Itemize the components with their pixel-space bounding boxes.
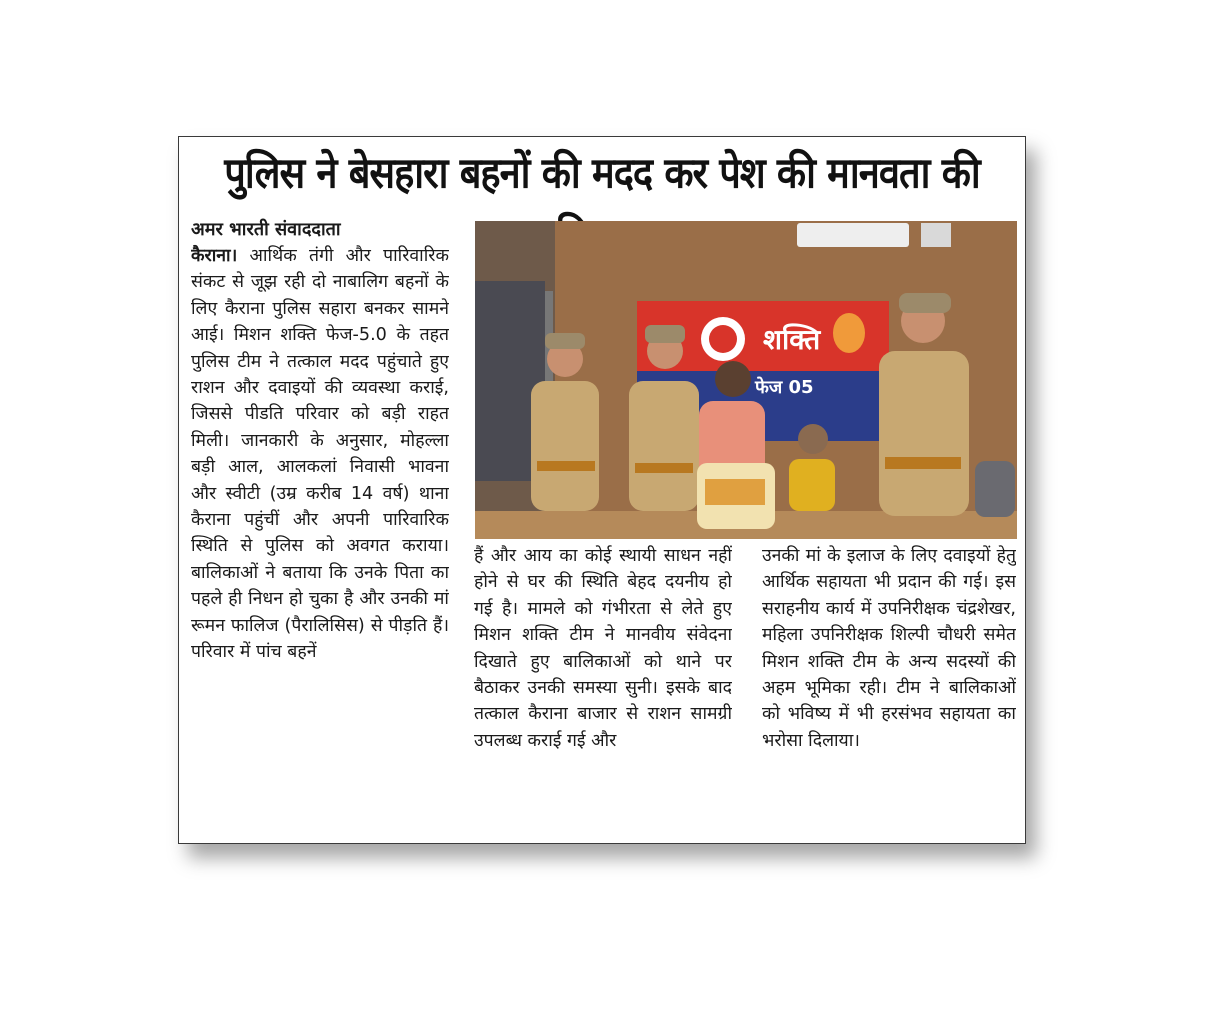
banner-title: शक्ति xyxy=(763,323,821,356)
newspaper-clipping xyxy=(178,136,1026,844)
article-column-1 xyxy=(191,217,449,837)
dateline: कैराना। xyxy=(191,246,238,266)
air-conditioner xyxy=(797,223,909,247)
banner-phase: फेज 05 xyxy=(755,377,814,398)
article-column-3 xyxy=(762,543,1016,837)
column-3-text: उनकी मां के इलाज के लिए दवाइयों हेतु आर्थिक सहायता भी प्रदान की गई। इस सराहनीय कार्य में उपनिरीक्षक चंद्रशेखर, महिला उपनिरीक्षक शिल्पी चौधरी समेत मिशन शक्ति टीम के अन्य सदस्यों की अहम भूमिका रही। टीम ने बालिकाओं को भविष्य में भी हरसंभव सहायता का भरोसा दिलाया। xyxy=(762,546,1016,751)
article-column-2 xyxy=(474,543,732,837)
news-photo xyxy=(475,221,1017,539)
chair xyxy=(975,461,1015,517)
column-2-text: हैं और आय का कोई स्थायी साधन नहीं होने से घर की स्थिति बेहद दयनीय हो गई है। मामले को गंभीरता से लेते हुए मिशन शक्ति टीम ने मानवीय संवेदना दिखाते हुए बालिकाओं को थाने पर बैठाकर उनकी समस्या सुनी। इसके बाद तत्काल कैराना बाजार से राशन सामग्री उपलब्ध कराई गई और xyxy=(474,546,732,751)
lead-text: आर्थिक तंगी और पारिवारिक संकट से जूझ रही दो नाबालिग बहनों के लिए कैराना पुलिस सहारा बनकर सामने आई। मिशन शक्ति फेज-5.0 के तहत पुलिस टीम ने तत्काल मदद पहुंचाते हुए राशन और दवाइयों की व्यवस्था कराई, जिससे पीडति परिवार को बड़ी राहत मिली। जानकारी के अनुसार, मोहल्ला बड़ी आल, आलकलां निवासी भावना और स्वीटी (उम्र करीब 14 वर्ष) थाना कैराना पहुंचीं और अपनी पारिवारिक स्थिति से पुलिस को अवगत कराया। बालिकाओं ने बताया कि उनके पिता का पहले ही निधन हो चुका है और उनकी मां रूमन फालिज (पैरालिसिस) से पीड़ति हैं। परिवार में पांच बहनें xyxy=(191,246,449,663)
lead-paragraph xyxy=(191,243,449,666)
photo-illustration xyxy=(475,221,1017,539)
byline: अमर भारती संवाददाता xyxy=(191,219,341,240)
headline: पुलिस ने बेसहारा बहनों की मदद कर पेश की मानवता की xyxy=(224,148,980,198)
